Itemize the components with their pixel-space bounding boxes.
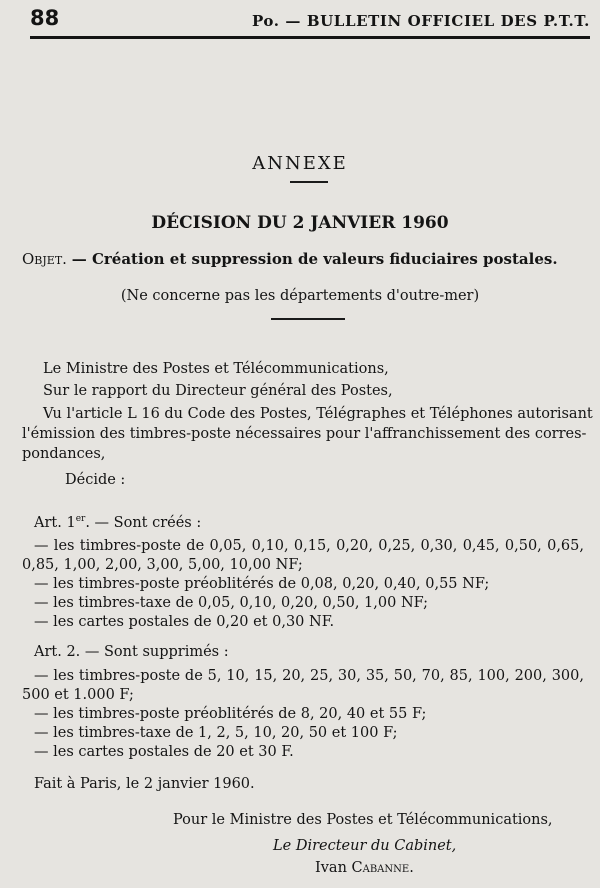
art1-item-2: — les timbres-poste préoblitérés de 0,08, 0,20, 0,40, 0,55 NF; xyxy=(34,576,490,592)
art1-item-3: — les timbres-taxe de 0,05, 0,10, 0,20, 0,50, 1,00 NF; xyxy=(34,595,429,611)
art1-superscript: er xyxy=(75,514,86,524)
preamble-vu-line3: pondances, xyxy=(22,446,106,462)
art1-label: Art. 1 xyxy=(34,514,76,531)
preamble-minister: Le Ministre des Postes et Télécommunications, xyxy=(43,361,389,377)
signature-title-text: Le Directeur du Cabinet, xyxy=(273,838,457,854)
objet-line xyxy=(22,250,558,268)
art1-heading xyxy=(34,514,201,531)
page-header xyxy=(30,4,590,38)
art2-item-2: — les timbres-poste préoblitérés de 8, 20, 40 et 55 F; xyxy=(34,706,427,722)
art2-item-4: — les cartes postales de 20 et 30 F. xyxy=(34,744,294,760)
signature-last-name: Cabanne. xyxy=(351,860,414,876)
section-rule xyxy=(271,318,345,320)
preamble-vu-line2: l'émission des timbres-poste nécessaires pour l'affranchissement des corres- xyxy=(22,426,587,442)
signature-name xyxy=(315,860,414,876)
art1-item-1-cont: 0,85, 1,00, 2,00, 3,00, 5,00, 10,00 NF; xyxy=(22,557,303,573)
decision-title: DÉCISION DU 2 JANVIER 1960 xyxy=(151,213,449,233)
page-number: 88 xyxy=(30,6,60,30)
header-rule xyxy=(30,36,590,39)
art2-item-3: — les timbres-taxe de 1, 2, 5, 10, 20, 50 et 100 F; xyxy=(34,725,398,741)
decide-label: Décide : xyxy=(65,472,126,488)
signature-first-name: Ivan xyxy=(315,860,347,876)
preamble-vu-line1: Vu l'article L 16 du Code des Postes, Télégraphes et Téléphones autorisant xyxy=(43,406,593,422)
signature-pour: Pour le Ministre des Postes et Télécommunications, xyxy=(173,812,553,828)
bulletin-title: Po. — BULLETIN OFFICIEL DES P.T.T. xyxy=(251,12,590,30)
signature-title xyxy=(273,838,456,854)
preamble-rapport: Sur le rapport du Directeur général des Postes, xyxy=(43,383,393,399)
objet-label: Objet. xyxy=(22,250,67,268)
fait-line: Fait à Paris, le 2 janvier 1960. xyxy=(34,776,255,792)
art2-item-1-cont: 500 et 1.000 F; xyxy=(22,687,134,703)
art1-item-4: — les cartes postales de 0,20 et 0,30 NF. xyxy=(34,614,335,630)
art2-item-1: — les timbres-poste de 5, 10, 15, 20, 25, 30, 35, 50, 70, 85, 100, 200, 300, xyxy=(34,668,584,684)
scope-note: (Ne concerne pas les départements d'outre-mer) xyxy=(120,288,480,304)
art1-item-1: — les timbres-poste de 0,05, 0,10, 0,15, 0,20, 0,25, 0,30, 0,45, 0,50, 0,65, xyxy=(34,538,584,554)
art2-heading: Art. 2. — Sont supprimés : xyxy=(34,644,229,660)
annexe-heading: ANNEXE xyxy=(252,153,348,174)
art1-heading-text: . — Sont créés : xyxy=(85,514,202,531)
objet-text: — Création et suppression de valeurs fiduciaires postales. xyxy=(71,250,558,268)
annexe-rule xyxy=(290,181,328,183)
